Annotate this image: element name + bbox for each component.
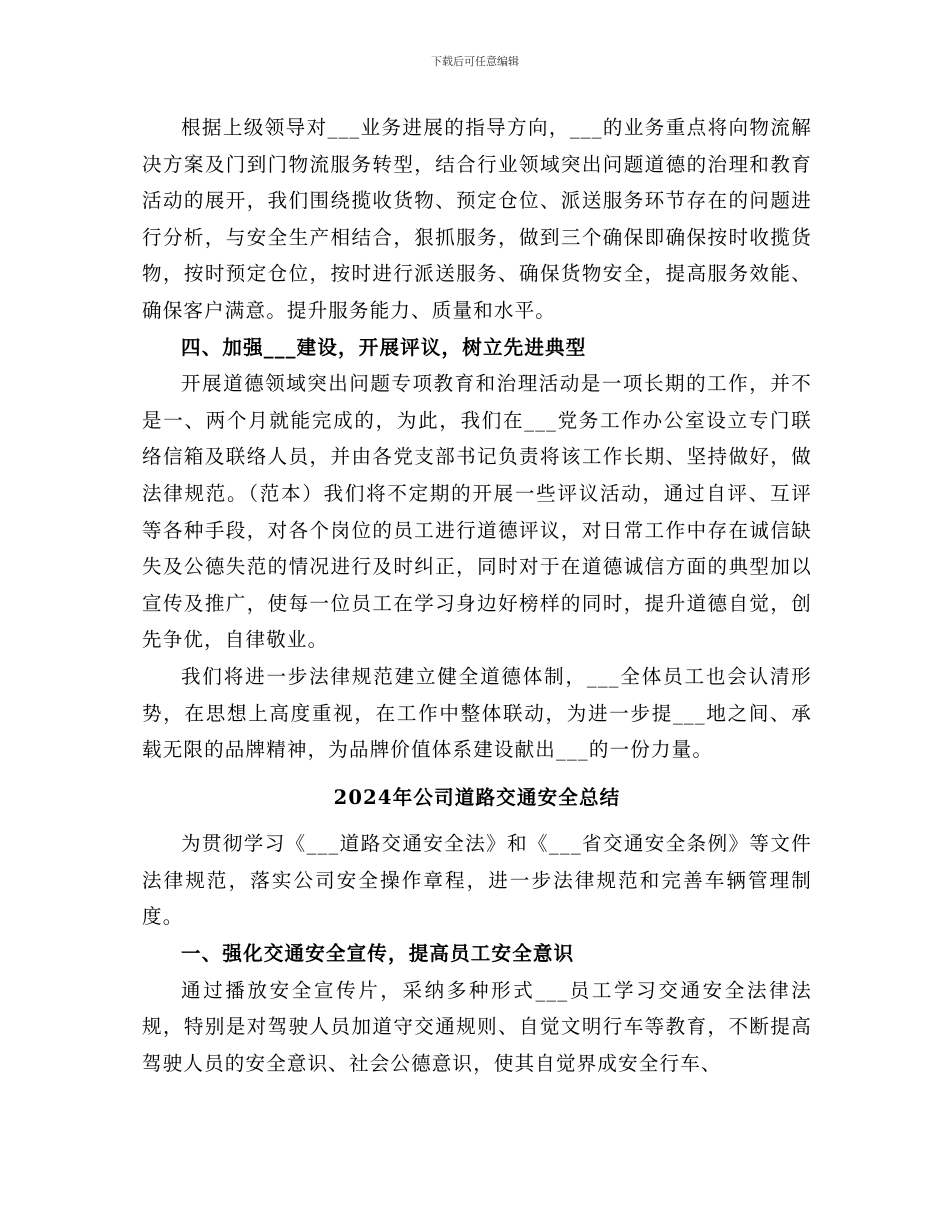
page-header: 下载后可任意编辑 <box>431 55 519 68</box>
paragraph: 为贯彻学习《___道路交通安全法》和《___省交通安全条例》等文件法律规范，落实公司安全操作章程，进一步法律规范和完善车辆管理制度。 <box>142 832 812 929</box>
paragraph: 通过播放安全宣传片，采纳多种形式___员工学习交通安全法律法规，特别是对驾驶人员加道守交通规则、自觉文明行车等教育，不断提高驾驶人员的安全意识、社会公德意识，使其自觉界成安全行车、 <box>142 978 812 1075</box>
paragraph: 开展道德领域突出问题专项教育和治理活动是一项长期的工作，并不是一、两个月就能完成的，为此，我们在___党务工作办公室设立专门联络信箱及联络人员，并由各党支部书记负责将该工作长期、坚持做好，做法律规范。（范本）我们将不定期的开展一些评议活动，通过自评、互评等各种手段，对各个岗位的员工进行道德评议，对日常工作中存在诚信缺失及公德失范的情况进行及时纠正，同时对于在道德诚信方面的典型加以宣传及推广，使每一位员工在学习身边好榜样的同时，提升道德自觉，创先争优，自律敬业。 <box>142 372 812 652</box>
paragraph: 我们将进一步法律规范建立健全道德体制，___全体员工也会认清形势，在思想上高度重视，在工作中整体联动，为进一步提___地之间、承载无限的品牌精神，为品牌价值体系建设献出___的一份力量。 <box>142 664 812 762</box>
document-title: 2024年公司道路交通安全总结 <box>333 785 621 809</box>
section-heading: 一、强化交通安全宣传，提高员工安全意识 <box>181 942 575 966</box>
section-heading: 四、加强___建设，开展评议，树立先进典型 <box>181 335 587 359</box>
paragraph: 根据上级领导对___业务进展的指导方向，___的业务重点将向物流解决方案及门到门物流服务转型，结合行业领域突出问题道德的治理和教育活动的展开，我们围绕揽收货物、预定仓位、派送服务环节存在的问题进行分析，与安全生产相结合，狠抓服务，做到三个确保即确保按时收揽货物，按时预定仓位，按时进行派送服务、确保货物安全，提高服务效能、确保客户满意。提升服务能力、质量和水平。 <box>142 116 812 322</box>
document-body <box>142 110 812 1082</box>
